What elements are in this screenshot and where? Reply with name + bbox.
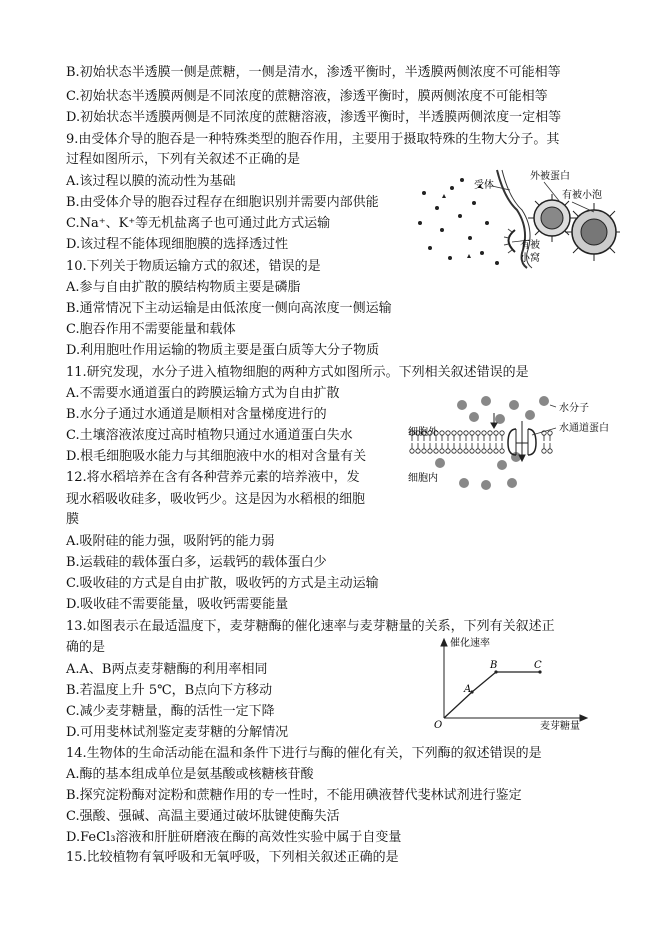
lipid-head [440,431,444,435]
label-water-channel: 水通道蛋白 [559,423,609,434]
water-channel-figure [404,395,628,497]
point-b-label: B [490,660,498,671]
text-line: B.由受体介导的胞吞过程存在细胞识别并需要内部供能 [66,195,379,210]
lipid-head [422,449,426,453]
text-line: B.运载硅的载体蛋白多，运载钙的载体蛋白少 [66,555,327,570]
origin-label: O [434,720,443,731]
lipid-head [452,431,456,435]
lipid-head [458,449,462,453]
lipid-head [488,431,492,435]
text-line: B.初始状态半透膜一侧是蔗糖，一侧是清水，渗透平衡时，半透膜两侧浓度不可能相等 [66,65,561,80]
rate-curve [444,672,540,718]
lipid-head [428,449,432,453]
text-line: 12.将水稻培养在含有各种营养元素的培养液中，发 [66,470,360,485]
text-line: C.胞吞作用不需要能量和载体 [66,322,236,337]
text-line: 10.下列关于物质运输方式的叙述，错误的是 [66,259,321,274]
ligand-dots [418,178,499,265]
lipid-head [416,449,420,453]
lipid-head [410,449,414,453]
enzyme-rate-chart [432,636,592,732]
label-outside: 细胞外 [408,427,438,438]
text-line: C.Na⁺、K⁺等无机盐离子也可通过此方式运输 [66,216,331,231]
text-line: A.吸附硅的能力强，吸附钙的能力弱 [66,534,275,549]
text-line: B.水分子通过水通道是顺相对含量梯度进行的 [66,407,327,422]
text-line: B.若温度上升 5℃，B点向下方移动 [66,683,273,698]
text-line: D.可用斐林试剂鉴定麦芽糖的分解情况 [66,725,289,740]
label-pit-1: 有被 [520,240,540,251]
water-molecules [435,396,549,490]
lipid-head [464,449,468,453]
text-line: D.根毛细胞吸水能力与其细胞液中水的相对含量有关 [66,449,367,464]
point-c-label: C [534,660,542,671]
text-line: D.吸收硅不需要能量，吸收钙需要能量 [66,597,289,612]
lipid-head [458,431,462,435]
text-line: B.通常情况下主动运输是由低浓度一侧向高浓度一侧运输 [66,301,392,316]
text-line: C.土壤溶液浓度过高时植物只通过水通道蛋白失水 [66,428,353,443]
text-line: 9.由受体介导的胞吞是一种特殊类型的胞吞作用，主要用于摄取特殊的生物大分子。其 [66,132,560,147]
lipid-head [470,431,474,435]
text-line: C.吸收硅的方式是自由扩散，吸收钙的方式是主动运输 [66,576,379,591]
text-line: D.初始状态半透膜两侧是不同浓度的蔗糖溶液，渗透平衡时，半透膜两侧浓度一定相等 [66,110,562,125]
label-inside: 细胞内 [408,473,438,484]
text-line: D.FeCl₃溶液和肝脏研磨液在酶的高效性实验中属于自变量 [66,830,402,845]
lipid-head [482,431,486,435]
lipid-head [548,449,552,453]
lipid-head [440,449,444,453]
label-water-molecule: 水分子 [559,403,589,414]
text-line: A.该过程以膜的流动性为基础 [66,174,236,189]
text-line: A.不需要水通道蛋白的跨膜运输方式为自由扩散 [66,386,340,401]
point-a-label: A [464,684,472,695]
lipid-head [464,431,468,435]
text-line: 过程如图所示，下列有关叙述不正确的是 [66,152,301,167]
text-line: A.A、B两点麦芽糖酶的利用率相同 [66,662,268,677]
coated-vesicle-small [528,194,576,242]
lipid-head [494,449,498,453]
text-line: 现水稻吸收硅多，吸收钙少。这是因为水稻根的细胞 [66,492,366,507]
text-line: C.强酸、强碱、高温主要通过破坏肽键使酶失活 [66,809,340,824]
text-line: D.该过程不能体现细胞膜的选择透过性 [66,237,289,252]
lipid-head [500,431,504,435]
label-receptor: 受体 [474,180,494,191]
text-line: 确的是 [66,640,106,655]
y-axis-label: 催化速率 [450,638,490,649]
rate-points [470,670,541,693]
x-axis-label: 麦芽糖量 [540,721,580,732]
lipid-head [446,449,450,453]
lipid-head [500,449,504,453]
text-line: C.减少麦芽糖量，酶的活性一定下降 [66,704,275,719]
lipid-head [434,449,438,453]
endocytosis-figure [412,168,622,270]
text-line: 膜 [66,512,80,527]
text-line: C.初始状态半透膜两侧是不同浓度的蔗糖溶液，渗透平衡时，膜两侧浓度不可能相等 [66,89,548,104]
text-line: A.参与自由扩散的膜结构物质主要是磷脂 [66,280,301,295]
label-coated-vesicle: 有被小泡 [562,190,602,201]
text-line: 13.如图表示在最适温度下，麦芽糖酶的催化速率与麦芽糖量的关系，下列有关叙述正 [66,619,555,634]
text-line: D.利用胞吐作用运输的物质主要是蛋白质等大分子物质 [66,343,380,358]
text-line: A.酶的基本组成单位是氨基酸或核糖核苷酸 [66,767,314,782]
lipid-head [542,449,546,453]
text-line: 15.比较植物有氧呼吸和无氧呼吸，下列相关叙述正确的是 [66,850,399,865]
lipid-head [476,449,480,453]
lipid-head [488,449,492,453]
lipid-head [482,449,486,453]
lipid-head [470,449,474,453]
label-coat-protein: 外被蛋白 [530,171,570,182]
lipid-head [452,449,456,453]
text-line: 14.生物体的生命活动能在温和条件下进行与酶的催化有关，下列酶的叙述错误的是 [66,746,542,761]
lipid-head [476,431,480,435]
text-line: 11.研究发现，水分子进入植物细胞的两种方式如图所示。下列相关叙述错误的是 [66,365,529,380]
lipid-head [548,431,552,435]
text-line: B.探究淀粉酶对淀粉和蔗糖作用的专一性时，不能用碘液替代斐林试剂进行鉴定 [66,788,522,803]
lipid-head [494,431,498,435]
label-pit-2: 小窝 [520,253,540,264]
lipid-head [446,431,450,435]
